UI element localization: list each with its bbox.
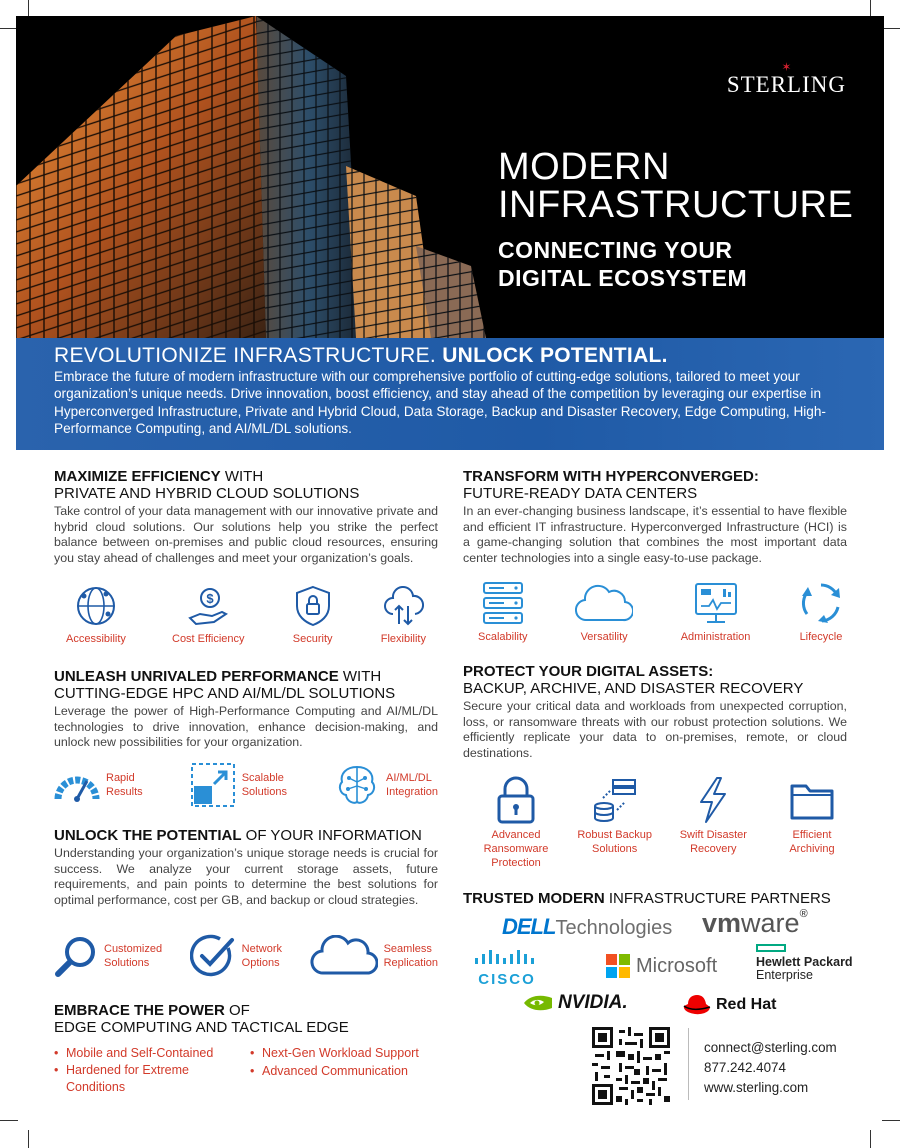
crop-mark bbox=[0, 1120, 18, 1121]
backup-servers-icon bbox=[591, 776, 639, 824]
icon-rapid-results: Rapid Results bbox=[54, 762, 143, 808]
hyperconverged-icons bbox=[478, 580, 844, 644]
hpe-logo: Hewlett Packard Enterprise bbox=[756, 944, 853, 982]
icon-cost-efficiency: $ Cost Efficiency bbox=[172, 584, 245, 646]
icon-network-options: Network Options bbox=[190, 934, 282, 978]
star-icon: ✶ bbox=[781, 60, 792, 74]
efficiency-icons bbox=[66, 584, 426, 646]
icon-accessibility: Accessibility bbox=[66, 584, 126, 646]
section-information bbox=[54, 828, 438, 908]
contact-info bbox=[704, 1038, 837, 1098]
padlock-icon bbox=[494, 776, 538, 824]
section-body: Leverage the power of High-Performance Computing and AI/ML/DL technologies to drive innovation, enhance decision-making, and unlock new possibilities for your organization. bbox=[54, 704, 438, 750]
intro-band bbox=[16, 338, 884, 450]
nvidia-eye-icon bbox=[522, 992, 554, 1014]
dell-logo: DELLTechnologies bbox=[502, 914, 673, 939]
icon-scalability: Scalability bbox=[478, 580, 528, 644]
scale-arrows-icon bbox=[190, 762, 236, 808]
globe-network-icon bbox=[74, 584, 118, 628]
icon-ai-integration: AI/ML/DL Integration bbox=[334, 762, 438, 808]
nvidia-logo: NVIDIA. bbox=[522, 992, 628, 1014]
section-body: Understanding your organization’s unique storage needs is crucial for success. We analyze your current storage assets, future requirements, and pain points to determine the best solutions for optimal performance, cost per GB, and backup or cloud strategies. bbox=[54, 846, 438, 907]
icon-ransomware-protection: Advanced Ransomware Protection bbox=[474, 776, 558, 870]
icon-efficient-archiving: Efficient Archiving bbox=[770, 776, 854, 870]
edge-bullets-left bbox=[54, 1044, 240, 1096]
cloud-icon bbox=[310, 935, 378, 977]
section-body: In an ever-changing business landscape, it’s essential to have flexible and efficient IT infrastructure. Hyperconverged Infrastructure (HCI) is a game-changing solution that combines the most important data center technologies into a single easy-to-use package. bbox=[463, 504, 847, 565]
icon-customized-solutions: Customized Solutions bbox=[54, 934, 162, 978]
check-circle-icon bbox=[190, 934, 236, 978]
icon-versatility: Versatility bbox=[575, 580, 633, 644]
icon-disaster-recovery: Swift Disaster Recovery bbox=[671, 776, 755, 870]
contact-email[interactable]: connect@sterling.com bbox=[704, 1040, 837, 1055]
section-subtitle: CUTTING-EDGE HPC AND AI/ML/DL SOLUTIONS bbox=[54, 685, 396, 702]
section-title: TRANSFORM WITH HYPERCONVERGED: bbox=[463, 468, 759, 485]
icon-seamless-replication: Seamless Replication bbox=[310, 934, 438, 978]
hero-title-line2: INFRASTRUCTURE bbox=[498, 184, 854, 226]
section-title: MAXIMIZE EFFICIENCY WITH bbox=[54, 468, 264, 485]
intro-heading: REVOLUTIONIZE INFRASTRUCTURE. UNLOCK POTENTIAL. bbox=[54, 344, 668, 367]
partners-title: TRUSTED MODERN INFRASTRUCTURE PARTNERS bbox=[463, 890, 831, 907]
magnifier-icon bbox=[54, 934, 98, 978]
qr-code[interactable] bbox=[592, 1027, 670, 1110]
performance-icons bbox=[54, 762, 438, 808]
dashboard-monitor-icon bbox=[693, 580, 739, 626]
dollar-hand-icon bbox=[186, 584, 230, 628]
section-title: EMBRACE THE POWER OF bbox=[54, 1002, 250, 1019]
hero-subtitle-line1: CONNECTING YOUR bbox=[498, 237, 733, 263]
bullet-item: • Next-Gen Workload Support bbox=[250, 1044, 450, 1062]
vmware-logo: vmware® bbox=[702, 908, 808, 938]
contact-phone[interactable]: 877.242.4074 bbox=[704, 1060, 786, 1075]
information-icons bbox=[54, 934, 438, 978]
intro-body: Embrace the future of modern infrastructure with our comprehensive portfolio of cutting-edge solutions, tailored to meet your organization’s unique needs. Drive innovation, boost efficiency, and stay ahead of the competition by leveraging our expertise in Hyperconverged Infrastructure, Private and Hybrid Cloud, Data Storage, Backup and Disaster Recovery, Edge Computing, High-Performance Computing, and AI/ML/DL solutions. bbox=[54, 369, 826, 437]
section-title: PROTECT YOUR DIGITAL ASSETS: bbox=[463, 663, 714, 680]
section-body: Secure your critical data and workloads from unexpected corruption, loss, or ransomware threats with our robust protection solutions. We efficiently replicate your data to on-premises, remote, or cloud destinations. bbox=[463, 699, 847, 760]
protect-icons bbox=[474, 776, 854, 870]
contact-divider bbox=[688, 1028, 689, 1100]
contact-website[interactable]: www.sterling.com bbox=[704, 1080, 809, 1095]
section-subtitle: BACKUP, ARCHIVE, AND DISASTER RECOVERY bbox=[463, 680, 804, 697]
sterling-logo: ✶ STERLING bbox=[726, 60, 846, 97]
section-subtitle: FUTURE-READY DATA CENTERS bbox=[463, 485, 698, 502]
bullet-item: • Hardened for Extreme Conditions bbox=[54, 1062, 240, 1096]
section-subtitle: PRIVATE AND HYBRID CLOUD SOLUTIONS bbox=[54, 485, 360, 502]
icon-security: Security bbox=[291, 584, 335, 646]
hero-banner bbox=[16, 16, 884, 338]
crop-mark bbox=[870, 1130, 871, 1148]
section-performance bbox=[54, 669, 438, 751]
crop-mark bbox=[28, 1130, 29, 1148]
section-subtitle: EDGE COMPUTING AND TACTICAL EDGE bbox=[54, 1019, 349, 1036]
cycle-arrows-icon bbox=[798, 580, 844, 626]
lightning-icon bbox=[695, 776, 731, 824]
hero-title bbox=[498, 148, 853, 292]
hpe-rectangle-icon bbox=[756, 944, 786, 952]
shield-lock-icon bbox=[291, 584, 335, 628]
crop-mark bbox=[882, 1120, 900, 1121]
redhat-hat-icon bbox=[682, 994, 712, 1016]
bullet-item: • Mobile and Self-Contained bbox=[54, 1044, 240, 1062]
qr-code-icon bbox=[592, 1027, 670, 1105]
cloud-transfer-icon bbox=[381, 584, 425, 628]
crop-mark bbox=[882, 28, 900, 29]
server-stack-icon bbox=[480, 580, 526, 626]
icon-flexibility: Flexibility bbox=[381, 584, 426, 646]
bullet-item: • Advanced Communication bbox=[250, 1062, 450, 1080]
cisco-bars-icon bbox=[474, 950, 540, 966]
microsoft-squares-icon bbox=[606, 954, 630, 978]
folder-icon bbox=[788, 776, 836, 824]
icon-administration: Administration bbox=[681, 580, 751, 644]
icon-robust-backup: Robust Backup Solutions bbox=[573, 776, 657, 870]
section-efficiency bbox=[54, 469, 438, 566]
section-hyperconverged bbox=[463, 469, 847, 566]
cisco-logo: CISCO bbox=[474, 950, 540, 988]
ai-brain-icon bbox=[334, 762, 380, 808]
section-edge bbox=[54, 1003, 438, 1036]
edge-bullets-right bbox=[250, 1044, 450, 1080]
speedometer-icon bbox=[54, 765, 100, 805]
section-protect bbox=[463, 664, 847, 761]
svg-text:$: $ bbox=[206, 591, 214, 606]
redhat-logo: Red Hat bbox=[682, 994, 776, 1016]
section-body: Take control of your data management with our innovative private and hybrid cloud solutions. Our solutions help you strike the perfect balance between on-premises and public cloud resources, ensuring you stay ahead of challenges and meet your organization’s goals. bbox=[54, 504, 438, 565]
cloud-outline-icon bbox=[575, 580, 633, 626]
icon-lifecycle: Lifecycle bbox=[798, 580, 844, 644]
icon-scalable-solutions: Scalable Solutions bbox=[190, 762, 287, 808]
microsoft-logo: Microsoft bbox=[606, 954, 717, 978]
hero-title-line1: MODERN bbox=[498, 146, 670, 188]
section-title: UNLOCK THE POTENTIAL OF YOUR INFORMATION bbox=[54, 827, 422, 844]
section-title: UNLEASH UNRIVALED PERFORMANCE WITH bbox=[54, 668, 382, 685]
hero-subtitle-line2: DIGITAL ECOSYSTEM bbox=[498, 265, 748, 291]
